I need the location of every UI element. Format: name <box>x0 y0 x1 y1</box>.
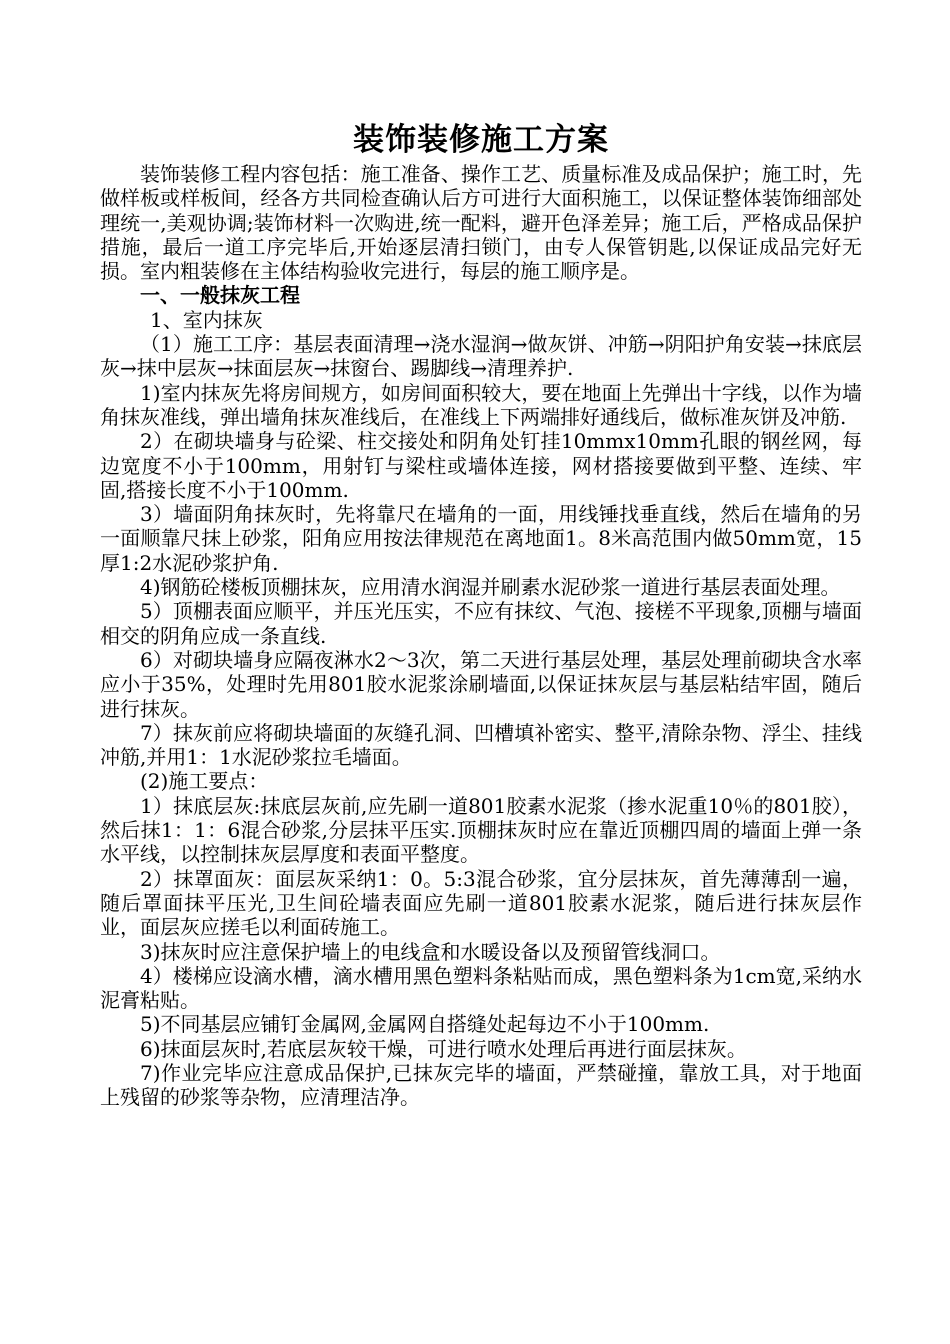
point-paragraph: 5)不同基层应铺钉金属网,金属网自搭缝处起每边不小于100mm. <box>140 1012 710 1037</box>
point-paragraph: 1）抹底层灰:抹底层灰前,应先刷一道801胶素水泥浆（掺水泥重10％的801胶），然后抹1：1：6混合砂浆,分层抹平压实.顶棚抹灰时应在靠近顶棚四周的墙面上弹一条水平线，以控制抹灰层厚度和表面平整度。 <box>100 793 862 867</box>
item-paragraph: 3）墙面阴角抹灰时，先将靠尺在墙角的一面，用线锤找垂直线，然后在墙角的另一面顺靠尺抹上砂浆，阳角应用按法律规范在离地面1。8米高范围内做50mm宽，15厚1:2水泥砂浆护角. <box>100 502 862 575</box>
item-paragraph: 4)钢筋砼楼板顶棚抹灰，应用清水润湿并刷素水泥砂浆一道进行基层表面处理。 <box>140 575 841 600</box>
point-paragraph: 7)作业完毕应注意成品保护,已抹灰完毕的墙面，严禁碰撞，靠放工具，对于地面上残留的砂浆等杂物，应清理洁净。 <box>100 1060 862 1110</box>
item-paragraph: 6）对砌块墙身应隔夜淋水2～3次，第二天进行基层处理，基层处理前砌块含水率应小于35%，处理时先用801胶水泥浆涂刷墙面,以保证抹灰层与基层粘结牢固，随后进行抹灰。 <box>100 647 862 721</box>
subsection-heading: 1、室内抹灰 <box>150 307 263 332</box>
point-paragraph: 4）楼梯应设滴水槽，滴水槽用黑色塑料条粘贴而成，黑色塑料条为1cm宽,采纳水泥膏粘贴。 <box>100 963 862 1013</box>
item-paragraph: 2）在砌块墙身与砼梁、柱交接处和阴角处钉挂10mmx10mm孔眼的钢丝网，每边宽度不小于100mm，用射钉与梁柱或墙体连接，网材搭接要做到平整、连续、牢固,搭接长度不小于100mm. <box>100 429 862 502</box>
intro-paragraph: 装饰装修工程内容包括：施工准备、操作工艺、质量标准及成品保护；施工时，先做样板或样板间，经各方共同检查确认后方可进行大面积施工，以保证整体装饰细部处理统一,美观协调;装饰材料一次购进,统一配料，避开色泽差异；施工后，严格成品保护措施，最后一道工序完毕后,开始逐层清扫锁门，由专人保管钥匙,以保证成品完好无损。室内粗装修在主体结构验收完进行，每层的施工顺序是。 <box>100 162 862 284</box>
item-paragraph: 5）顶棚表面应顺平，并压光压实，不应有抹纹、气泡、接槎不平现象,顶棚与墙面相交的阴角应成一条直线. <box>100 599 862 648</box>
document-title: 装饰装修施工方案 <box>353 122 609 158</box>
point-paragraph: 3)抹灰时应注意保护墙上的电线盒和水暖设备以及预留管线洞口。 <box>140 939 721 964</box>
section-heading: 一、一般抹灰工程 <box>140 283 300 308</box>
item-paragraph: 7）抹灰前应将砌块墙面的灰缝孔洞、凹槽填补密实、整平,清除杂物、浮尘、挂线冲筋,并用1：1水泥砂浆拉毛墙面。 <box>100 720 862 770</box>
process-paragraph: （1）施工工序：基层表面清理→浇水湿润→做灰饼、冲筋→阴阳护角安装→抹底层灰→抹中层灰→抹面层灰→抹窗台、踢脚线→清理养护. <box>100 332 862 381</box>
point-paragraph: 6)抹面层灰时,若底层灰较干燥，可进行喷水处理后再进行面层抹灰。 <box>140 1036 747 1061</box>
points-heading: (2)施工要点： <box>140 769 269 794</box>
item-paragraph: 1)室内抹灰先将房间规方，如房间面积较大，要在地面上先弹出十字线，以作为墙角抹灰准线，弹出墙角抹灰准线后，在准线上下两端排好通线后，做标准灰饼及冲筋. <box>100 380 862 429</box>
document-page <box>100 118 862 1110</box>
point-paragraph: 2）抹罩面灰：面层灰采纳1：0。5:3混合砂浆，宜分层抹灰，首先薄薄刮一遍，随后罩面抹平压光,卫生间砼墙表面应先刷一道801胶素水泥浆，随后进行抹灰层作业，面层灰应搓毛以利面砖施工。 <box>100 866 862 940</box>
